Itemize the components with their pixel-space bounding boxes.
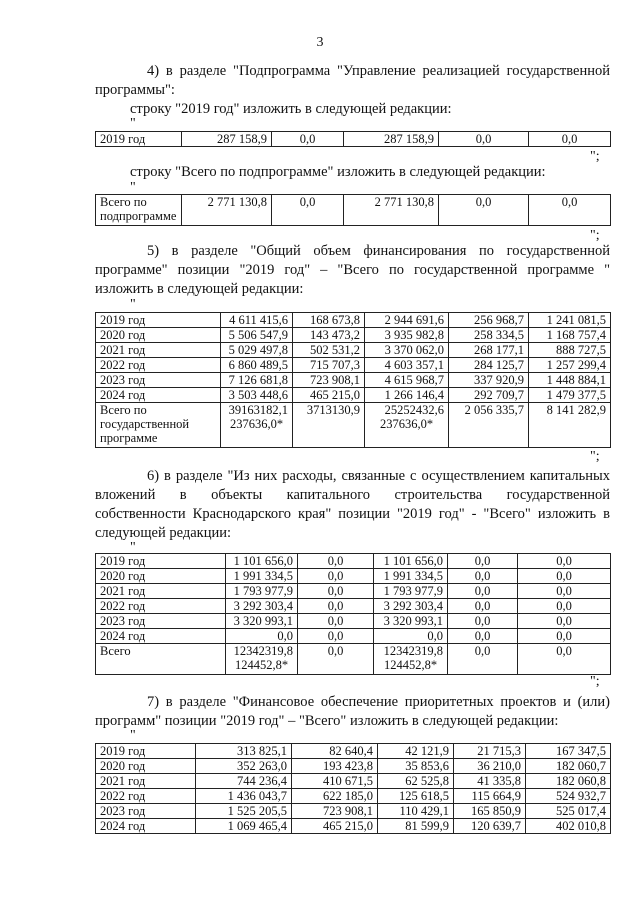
table-row: [96, 373, 611, 388]
label-cell: Всего по подпрограмме: [96, 195, 182, 226]
value-cell: 0,0: [448, 614, 518, 629]
year-cell: 2022 год: [96, 358, 221, 373]
open-quote: ": [130, 540, 136, 555]
year-cell: 2021 год: [96, 584, 226, 599]
table-row: [96, 774, 611, 789]
value-cell: 0,0: [298, 569, 374, 584]
value-cell: 4 615 968,7: [365, 373, 449, 388]
table-row: [96, 388, 611, 403]
value-cell: 182 060,8: [526, 774, 611, 789]
value-cell: 258 334,5: [449, 328, 529, 343]
year-cell: 2021 год: [96, 343, 221, 358]
value-cell: 2 771 130,8: [182, 195, 272, 226]
value-cell: 0,0: [518, 554, 611, 569]
year-cell: 2022 год: [96, 599, 226, 614]
total-value-note: 124452,8*: [383, 658, 438, 672]
value-cell: 0,0: [448, 569, 518, 584]
year-cell: 2020 год: [96, 328, 221, 343]
value-cell: 5 506 547,9: [221, 328, 293, 343]
value-cell: 82 640,4: [292, 744, 378, 759]
value-cell: 3 935 982,8: [365, 328, 449, 343]
value-cell: 7 126 681,8: [221, 373, 293, 388]
table-row: [96, 599, 611, 614]
value-cell: 41 335,8: [454, 774, 526, 789]
sec7-line1: 7) в разделе "Финансовое обеспечение приоритетных проектов и (или): [147, 694, 610, 710]
value-cell: [374, 644, 448, 675]
value-cell: 723 908,1: [293, 373, 365, 388]
value-cell: 3 320 993,1: [226, 614, 298, 629]
value-cell: 402 010,8: [526, 819, 611, 834]
value-cell: 0,0: [298, 599, 374, 614]
value-cell: 0,0: [298, 629, 374, 644]
open-quote: ": [130, 297, 136, 312]
year-cell: 2024 год: [96, 629, 226, 644]
value-cell: 1 793 977,9: [226, 584, 298, 599]
value-cell: 6 860 489,5: [221, 358, 293, 373]
value-cell: 524 932,7: [526, 789, 611, 804]
year-cell: 2020 год: [96, 569, 226, 584]
value-cell: 0,0: [448, 554, 518, 569]
value-cell: 1 168 757,4: [529, 328, 611, 343]
sec4-total-table: [95, 194, 611, 226]
sec6-line2: вложений в объекты капитального строительства государственной: [95, 487, 610, 503]
value-cell: 1 101 656,0: [226, 554, 298, 569]
value-cell: 4 611 415,6: [221, 313, 293, 328]
value-cell: 1 257 299,4: [529, 358, 611, 373]
label-cell: Всего по государственной программе: [96, 403, 221, 448]
value-cell: 0,0: [272, 132, 344, 147]
value-cell: 0,0: [226, 629, 298, 644]
sec6-line4: следующей редакции:: [95, 525, 232, 541]
sec5-table: [95, 312, 611, 448]
year-cell: 2022 год: [96, 789, 196, 804]
sec7-line2: программ" позиции "2019 год" – "Всего" изложить в следующей редакции:: [95, 713, 559, 729]
value-cell: 465 215,0: [293, 388, 365, 403]
sec4-row-table: [95, 131, 611, 147]
table-row: [96, 343, 611, 358]
value-cell: 115 664,9: [454, 789, 526, 804]
close-quote: ";: [590, 228, 600, 243]
value-cell: 0,0: [448, 644, 518, 675]
value-cell: 287 158,9: [182, 132, 272, 147]
year-cell: 2023 год: [96, 804, 196, 819]
value-cell: 0,0: [518, 614, 611, 629]
total-value-note: 237636,0*: [229, 417, 284, 431]
value-cell: 0,0: [448, 629, 518, 644]
total-value: 12342319,8: [233, 644, 293, 658]
total-value: 25252432,6: [384, 403, 444, 417]
sec4-total-caption: строку "Всего по подпрограмме" изложить в следующей редакции:: [130, 164, 546, 180]
value-cell: 0,0: [298, 614, 374, 629]
value-cell: 1 266 146,4: [365, 388, 449, 403]
sec4-para-line1: 4) в разделе "Подпрограмма "Управление реализацией государственной: [147, 63, 610, 79]
year-cell: 2020 год: [96, 759, 196, 774]
value-cell: 723 908,1: [292, 804, 378, 819]
value-cell: 0,0: [518, 629, 611, 644]
value-cell: 125 618,5: [378, 789, 454, 804]
value-cell: [221, 403, 293, 448]
value-cell: 110 429,1: [378, 804, 454, 819]
open-quote: ": [130, 180, 136, 195]
value-cell: 4 603 357,1: [365, 358, 449, 373]
table-row-total: [96, 644, 611, 675]
label-cell: Всего: [96, 644, 226, 675]
value-cell: 888 727,5: [529, 343, 611, 358]
value-cell: 502 531,2: [293, 343, 365, 358]
value-cell: 410 671,5: [292, 774, 378, 789]
value-cell: [365, 403, 449, 448]
sec6-line1: 6) в разделе "Из них расходы, связанные с осуществлением капитальных: [147, 468, 610, 484]
total-value-note: 124452,8*: [234, 658, 289, 672]
value-cell: 337 920,9: [449, 373, 529, 388]
value-cell: 0,0: [529, 132, 611, 147]
value-cell: 0,0: [298, 644, 374, 675]
table-row: [96, 759, 611, 774]
value-cell: 0,0: [298, 584, 374, 599]
sec5-line2: программе" позиции "2019 год" – "Всего по государственной программе ": [95, 262, 610, 278]
value-cell: 0,0: [374, 629, 448, 644]
value-cell: 465 215,0: [292, 819, 378, 834]
value-cell: 313 825,1: [196, 744, 292, 759]
sec5-line1: 5) в разделе "Общий объем финансирования по государственной: [147, 243, 610, 259]
value-cell: [226, 644, 298, 675]
open-quote: ": [130, 116, 136, 131]
table-row: [96, 554, 611, 569]
value-cell: 292 709,7: [449, 388, 529, 403]
value-cell: 3 320 993,1: [374, 614, 448, 629]
table-row: [96, 744, 611, 759]
value-cell: 193 423,8: [292, 759, 378, 774]
year-cell: 2023 год: [96, 614, 226, 629]
year-cell: 2024 год: [96, 388, 221, 403]
value-cell: 3713130,9: [293, 403, 365, 448]
value-cell: 0,0: [272, 195, 344, 226]
value-cell: 284 125,7: [449, 358, 529, 373]
value-cell: 715 707,3: [293, 358, 365, 373]
value-cell: 622 185,0: [292, 789, 378, 804]
sec5-line3: изложить в следующей редакции:: [95, 281, 304, 297]
value-cell: 167 347,5: [526, 744, 611, 759]
value-cell: 21 715,3: [454, 744, 526, 759]
sec7-table: [95, 743, 611, 834]
value-cell: 120 639,7: [454, 819, 526, 834]
value-cell: 165 850,9: [454, 804, 526, 819]
value-cell: 256 968,7: [449, 313, 529, 328]
table-row: [96, 132, 611, 147]
table-row: [96, 629, 611, 644]
value-cell: 143 473,2: [293, 328, 365, 343]
value-cell: 268 177,1: [449, 343, 529, 358]
table-row: [96, 195, 611, 226]
value-cell: 0,0: [518, 569, 611, 584]
value-cell: 1 436 043,7: [196, 789, 292, 804]
year-cell: 2019 год: [96, 744, 196, 759]
sec6-line3: собственности Краснодарского края" позиции "2019 год" - "Всего" изложить в: [95, 506, 610, 522]
value-cell: 0,0: [448, 599, 518, 614]
value-cell: 81 599,9: [378, 819, 454, 834]
value-cell: 2 944 691,6: [365, 313, 449, 328]
value-cell: 3 503 448,6: [221, 388, 293, 403]
table-row: [96, 789, 611, 804]
sec4-row-caption: строку "2019 год" изложить в следующей редакции:: [130, 101, 452, 117]
value-cell: 1 525 205,5: [196, 804, 292, 819]
value-cell: 352 263,0: [196, 759, 292, 774]
value-cell: 0,0: [518, 584, 611, 599]
value-cell: 287 158,9: [344, 132, 439, 147]
value-cell: 2 771 130,8: [344, 195, 439, 226]
value-cell: 0,0: [518, 644, 611, 675]
value-cell: 0,0: [439, 195, 529, 226]
year-cell: 2019 год: [96, 132, 182, 147]
table-row-total: [96, 403, 611, 448]
value-cell: 1 991 334,5: [226, 569, 298, 584]
table-row: [96, 358, 611, 373]
value-cell: 1 479 377,5: [529, 388, 611, 403]
value-cell: 1 793 977,9: [374, 584, 448, 599]
value-cell: 3 292 303,4: [226, 599, 298, 614]
table-row: [96, 614, 611, 629]
value-cell: 1 241 081,5: [529, 313, 611, 328]
close-quote: ";: [590, 149, 600, 164]
value-cell: 0,0: [518, 599, 611, 614]
value-cell: 0,0: [439, 132, 529, 147]
total-value-note: 237636,0*: [379, 417, 434, 431]
table-row: [96, 804, 611, 819]
table-row: [96, 569, 611, 584]
value-cell: 35 853,6: [378, 759, 454, 774]
year-cell: 2021 год: [96, 774, 196, 789]
page-number: 3: [316, 35, 324, 50]
value-cell: 2 056 335,7: [449, 403, 529, 448]
value-cell: 42 121,9: [378, 744, 454, 759]
value-cell: 3 370 062,0: [365, 343, 449, 358]
sec6-table: [95, 553, 611, 675]
table-row: [96, 313, 611, 328]
year-cell: 2024 год: [96, 819, 196, 834]
value-cell: 1 069 465,4: [196, 819, 292, 834]
value-cell: 62 525,8: [378, 774, 454, 789]
table-row: [96, 584, 611, 599]
year-cell: 2019 год: [96, 313, 221, 328]
total-value: 39163182,1: [228, 403, 288, 417]
close-quote: ";: [590, 449, 600, 464]
value-cell: 168 673,8: [293, 313, 365, 328]
table-row: [96, 328, 611, 343]
value-cell: 3 292 303,4: [374, 599, 448, 614]
table-row: [96, 819, 611, 834]
open-quote: ": [130, 728, 136, 743]
value-cell: 8 141 282,9: [529, 403, 611, 448]
value-cell: 744 236,4: [196, 774, 292, 789]
value-cell: 1 991 334,5: [374, 569, 448, 584]
year-cell: 2019 год: [96, 554, 226, 569]
value-cell: 0,0: [529, 195, 611, 226]
value-cell: 0,0: [298, 554, 374, 569]
value-cell: 5 029 497,8: [221, 343, 293, 358]
value-cell: 182 060,7: [526, 759, 611, 774]
value-cell: 0,0: [448, 584, 518, 599]
value-cell: 1 448 884,1: [529, 373, 611, 388]
year-cell: 2023 год: [96, 373, 221, 388]
sec4-para-line2: программы":: [95, 82, 175, 98]
close-quote: ";: [590, 674, 600, 689]
total-value: 12342319,8: [383, 644, 443, 658]
value-cell: 1 101 656,0: [374, 554, 448, 569]
value-cell: 36 210,0: [454, 759, 526, 774]
value-cell: 525 017,4: [526, 804, 611, 819]
